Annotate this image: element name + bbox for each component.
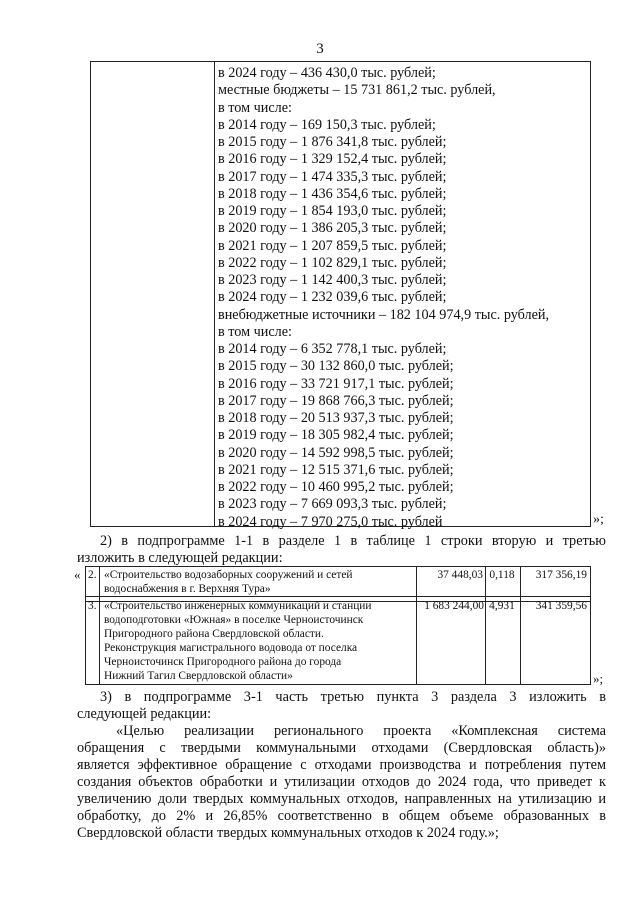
quote-line: «Целью реализации регионального проекта «Комплексная система xyxy=(116,723,606,739)
financing-lines xyxy=(218,65,586,531)
financing-line: в 2019 году – 1 854 193,0 тыс. рублей; xyxy=(218,203,447,219)
quote-line: Свердловской области твердых коммунальных отходов к 2024 году.»; xyxy=(77,825,499,841)
financing-line: в 2015 году – 30 132 860,0 тыс. рублей; xyxy=(218,358,454,375)
value-capacity: 4,931 xyxy=(489,600,515,612)
financing-line: в 2018 году – 1 436 354,6 тыс. рублей; xyxy=(218,185,447,202)
value-cost: 1 683 244,00 xyxy=(424,600,484,612)
paragraph-3-line-1: 3) в подпрограмме 3-1 часть третью пункта 3 раздела 3 изложить в xyxy=(100,689,606,705)
financing-line: в 2024 году – 1 232 039,6 тыс. рублей; xyxy=(218,289,447,306)
value-cost: 37 448,03 xyxy=(437,569,483,581)
object-name-line: «Строительство инженерных коммуникаций и станции xyxy=(104,600,372,612)
quote-line: обращения с твердыми коммунальными отходами (Свердловская область)» xyxy=(77,740,606,756)
financing-line: в 2017 году – 1 474 335,3 тыс. рублей; xyxy=(218,168,447,185)
object-name-line: Черноисточинск Пригородного района до города xyxy=(104,656,342,668)
value-capacity: 0,118 xyxy=(489,569,515,581)
quote-line: создания объектов обработки и утилизации отходов до 2024 года, что приведет к xyxy=(77,774,606,790)
financing-line: в 2019 году – 18 305 982,4 тыс. рублей; xyxy=(218,427,454,444)
object-name-line: водоподготовки «Южная» в поселке Черноисточинск xyxy=(104,614,364,626)
quote-line: увеличению доли твердых коммунальных отходов, направленных на утилизацию и xyxy=(77,791,606,807)
table-border-bottom xyxy=(85,684,591,685)
table-column-line xyxy=(520,566,521,685)
financing-table xyxy=(90,61,591,530)
financing-line: в том числе: xyxy=(218,99,292,116)
financing-line: внебюджетные источники – 182 104 974,9 тыс. рублей, xyxy=(218,306,550,323)
financing-line: в 2020 году – 14 592 998,5 тыс. рублей; xyxy=(218,444,454,461)
financing-line: в 2021 году – 12 515 371,6 тыс. рублей; xyxy=(218,461,454,478)
table-column-line xyxy=(416,566,417,685)
table-border-right xyxy=(590,566,591,685)
page-number: 3 xyxy=(316,41,324,57)
row-number: 3. xyxy=(88,600,97,612)
financing-line: в 2023 году – 7 669 093,3 тыс. рублей; xyxy=(218,496,447,513)
financing-line: в 2021 году – 1 207 859,5 тыс. рублей; xyxy=(218,237,447,254)
quote-line: обработку, до 2% и 26,85% соответственно в общем объеме образованных в xyxy=(77,808,606,824)
paragraph-2-line-2: изложить в следующей редакции: xyxy=(77,550,283,566)
financing-line: в 2022 году – 1 102 829,1 тыс. рублей; xyxy=(218,254,447,271)
table-row-separator xyxy=(85,596,591,597)
financing-line: местные бюджеты – 15 731 861,2 тыс. рублей, xyxy=(218,82,496,99)
paragraph-3-line-2: следующей редакции: xyxy=(77,706,212,722)
objects-table xyxy=(85,566,591,685)
closing-quote: »; xyxy=(593,512,604,527)
financing-line: в том числе: xyxy=(218,323,292,340)
financing-line: в 2014 году – 6 352 778,1 тыс. рублей; xyxy=(218,341,447,357)
opening-quote: « xyxy=(74,567,81,582)
paragraph-2-line-1: 2) в подпрограмме 1-1 в разделе 1 в таблице 1 строки вторую и третью xyxy=(100,533,606,549)
closing-quote: »; xyxy=(593,671,604,686)
object-name-line: Пригородного района Свердловской области. xyxy=(104,628,324,640)
financing-line: в 2023 году – 1 142 400,3 тыс. рублей; xyxy=(218,272,447,288)
value-funding: 317 356,19 xyxy=(535,569,587,581)
row-number: 2. xyxy=(88,569,97,581)
table-border-top xyxy=(85,566,591,567)
financing-line: в 2018 году – 20 513 937,3 тыс. рублей; xyxy=(218,410,454,426)
object-name-line: Реконструкция магистрального водовода от поселка xyxy=(104,642,358,654)
financing-line: в 2015 году – 1 876 341,8 тыс. рублей; xyxy=(218,134,447,150)
table-border-left xyxy=(85,566,86,685)
value-funding: 341 359,56 xyxy=(535,600,587,612)
financing-line: в 2016 году – 33 721 917,1 тыс. рублей; xyxy=(218,375,454,392)
object-name-line: Нижний Тагил Свердловской области» xyxy=(104,670,293,682)
financing-line: в 2020 году – 1 386 205,3 тыс. рублей; xyxy=(218,220,447,237)
table-column-line xyxy=(99,566,100,685)
table-column-divider xyxy=(214,62,215,526)
table-column-line xyxy=(485,566,486,685)
object-name-line: «Строительство водозаборных сооружений и сетей xyxy=(104,569,353,581)
financing-line: в 2024 году – 436 430,0 тыс. рублей; xyxy=(218,65,436,81)
financing-line: в 2014 году – 169 150,3 тыс. рублей; xyxy=(218,116,436,133)
financing-line: в 2024 году – 7 970 275,0 тыс. рублей xyxy=(218,513,443,530)
quote-line: является эффективное обращение с отходами производства и потребления путем xyxy=(77,757,606,773)
financing-line: в 2017 году – 19 868 766,3 тыс. рублей; xyxy=(218,392,454,409)
financing-line: в 2016 году – 1 329 152,4 тыс. рублей; xyxy=(218,151,447,168)
financing-line: в 2022 году – 10 460 995,2 тыс. рублей; xyxy=(218,479,454,495)
object-name-line: водоснабжения в г. Верхняя Тура» xyxy=(104,583,271,595)
